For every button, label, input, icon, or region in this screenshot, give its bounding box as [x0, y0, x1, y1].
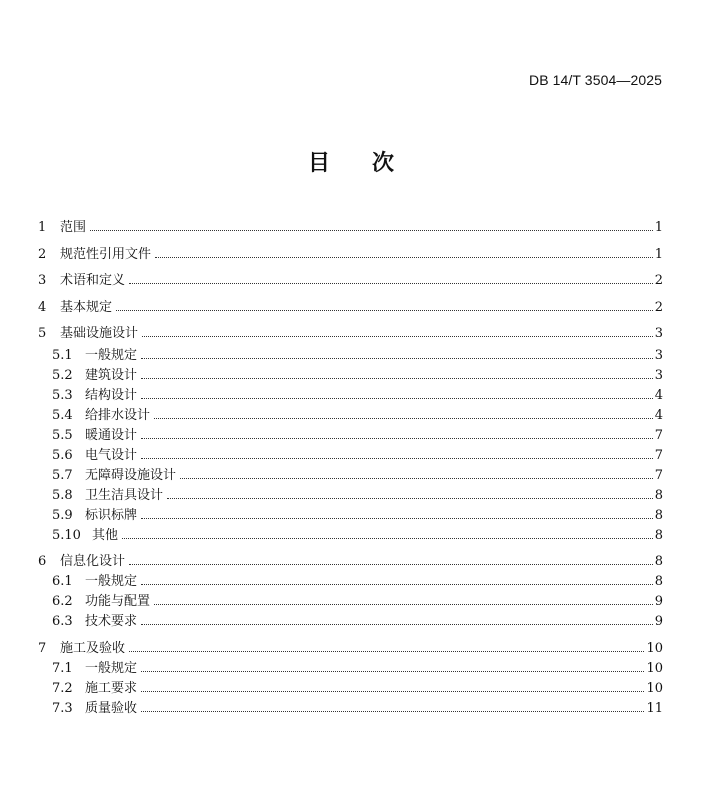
toc-entry-label: 给排水设计 — [85, 408, 151, 423]
toc-entry-label: 无障碍设施设计 — [85, 468, 177, 483]
toc-entry-page: 9 — [654, 594, 663, 609]
toc-entry-label: 规范性引用文件 — [60, 247, 152, 262]
toc-entry-page: 3 — [654, 368, 663, 383]
toc-dot-leader — [180, 467, 653, 479]
toc-entry-number: 6.2 — [52, 594, 73, 609]
toc-entry-page: 10 — [646, 681, 663, 696]
toc-entry-label: 标识标牌 — [85, 508, 138, 523]
toc-entry[interactable] — [52, 407, 663, 424]
toc-entry[interactable] — [52, 700, 663, 717]
toc-dot-leader — [141, 613, 653, 625]
toc-dot-leader — [155, 246, 653, 258]
toc-entry-page: 8 — [654, 574, 663, 589]
toc-entry-label: 施工及验收 — [60, 641, 126, 656]
title-char-left: 目 — [307, 151, 330, 176]
toc-entry[interactable] — [52, 593, 663, 610]
toc-entry-number: 7.2 — [52, 681, 73, 696]
toc-entry-number: 2 — [38, 247, 47, 262]
toc-entry[interactable] — [52, 467, 663, 484]
toc-dot-leader — [141, 507, 653, 519]
toc-entry-page: 9 — [654, 614, 663, 629]
toc-entry-page: 2 — [654, 273, 663, 288]
toc-entry-number: 5.1 — [52, 348, 73, 363]
toc-entry-label: 一般规定 — [85, 574, 138, 589]
toc-entry-label: 质量验收 — [85, 701, 138, 716]
toc-entry[interactable] — [38, 219, 663, 236]
toc-entry-label: 电气设计 — [85, 448, 138, 463]
toc-dot-leader — [141, 660, 644, 672]
toc-entry[interactable] — [52, 680, 663, 697]
toc-entry-number: 5.6 — [52, 448, 73, 463]
toc-dot-leader — [90, 219, 653, 231]
toc-dot-leader — [154, 593, 653, 605]
toc-entry[interactable] — [52, 487, 663, 504]
toc-dot-leader — [141, 427, 653, 439]
toc-entry[interactable] — [52, 347, 663, 364]
toc-entry-label: 基础设施设计 — [60, 326, 139, 341]
toc-entry-label: 施工要求 — [85, 681, 138, 696]
toc-dot-leader — [167, 487, 653, 499]
page-title — [0, 146, 702, 177]
toc-entry-page: 10 — [646, 641, 663, 656]
toc-entry-page: 11 — [646, 701, 663, 716]
title-char-right: 次 — [372, 151, 395, 176]
toc-entry-label: 其他 — [92, 528, 119, 543]
toc-entry[interactable] — [52, 527, 663, 544]
toc-entry-page: 1 — [654, 220, 663, 235]
toc-entry[interactable] — [38, 325, 663, 342]
toc-dot-leader — [122, 527, 653, 539]
toc-dot-leader — [154, 407, 653, 419]
toc-dot-leader — [116, 299, 653, 311]
toc-dot-leader — [129, 272, 653, 284]
toc-dot-leader — [141, 573, 653, 585]
toc-entry-label: 结构设计 — [85, 388, 138, 403]
toc-entry-page: 2 — [654, 300, 663, 315]
toc-entry-label: 基本规定 — [60, 300, 113, 315]
toc-dot-leader — [142, 325, 653, 337]
toc-entry[interactable] — [52, 367, 663, 384]
toc-entry-page: 8 — [654, 488, 663, 503]
toc-entry-label: 一般规定 — [85, 661, 138, 676]
toc-dot-leader — [141, 367, 653, 379]
toc-dot-leader — [141, 347, 653, 359]
toc-entry[interactable] — [38, 246, 663, 263]
toc-entry-number: 5.3 — [52, 388, 73, 403]
toc-entry-number: 5.9 — [52, 508, 73, 523]
toc-dot-leader — [141, 387, 653, 399]
toc-entry-label: 范围 — [60, 220, 87, 235]
toc-entry[interactable] — [52, 660, 663, 677]
toc-entry[interactable] — [38, 640, 663, 657]
toc-dot-leader — [141, 700, 644, 712]
toc-entry[interactable] — [38, 553, 663, 570]
toc-entry-number: 6.3 — [52, 614, 73, 629]
toc-entry-page: 7 — [654, 448, 663, 463]
toc-entry-page: 10 — [646, 661, 663, 676]
toc-entry-number: 3 — [38, 273, 47, 288]
toc-entry-label: 暖通设计 — [85, 428, 138, 443]
toc-entry-page: 4 — [654, 408, 663, 423]
toc-entry-number: 5 — [38, 326, 47, 341]
toc-entry-number: 7.1 — [52, 661, 73, 676]
toc-entry-number: 7.3 — [52, 701, 73, 716]
toc-dot-leader — [141, 447, 653, 459]
toc-entry[interactable] — [38, 299, 663, 316]
document-code: DB 14/T 3504—2025 — [529, 72, 662, 88]
toc-entry-number: 5.2 — [52, 368, 73, 383]
toc-entry[interactable] — [52, 613, 663, 630]
toc-entry-number: 5.10 — [52, 528, 81, 543]
toc-entry-label: 卫生洁具设计 — [85, 488, 164, 503]
toc-entry[interactable] — [52, 427, 663, 444]
toc-entry-label: 建筑设计 — [85, 368, 138, 383]
toc-entry-page: 7 — [654, 428, 663, 443]
toc-entry-page: 8 — [654, 508, 663, 523]
toc-entry-label: 术语和定义 — [60, 273, 126, 288]
toc-entry-page: 8 — [654, 554, 663, 569]
toc-entry[interactable] — [52, 447, 663, 464]
toc-entry-page: 4 — [654, 388, 663, 403]
toc-entry-number: 6.1 — [52, 574, 73, 589]
toc-entry[interactable] — [38, 272, 663, 289]
toc-entry-page: 3 — [654, 348, 663, 363]
toc-dot-leader — [129, 640, 644, 652]
toc-entry-label: 信息化设计 — [60, 554, 126, 569]
toc-entry-number: 6 — [38, 554, 47, 569]
toc-entry-number: 1 — [38, 220, 47, 235]
toc-entry-label: 技术要求 — [85, 614, 138, 629]
toc-entry-number: 7 — [38, 641, 47, 656]
toc-entry-page: 1 — [654, 247, 663, 262]
toc-dot-leader — [141, 680, 644, 692]
toc-entry[interactable] — [52, 573, 663, 590]
toc-entry-number: 5.5 — [52, 428, 73, 443]
toc-entry-number: 5.7 — [52, 468, 73, 483]
toc-entry[interactable] — [52, 507, 663, 524]
toc-entry-page: 7 — [654, 468, 663, 483]
toc-entry-label: 一般规定 — [85, 348, 138, 363]
toc-dot-leader — [129, 553, 653, 565]
toc-entry[interactable] — [52, 387, 663, 404]
toc-entry-page: 8 — [654, 528, 663, 543]
toc-entry-label: 功能与配置 — [85, 594, 151, 609]
toc-entry-page: 3 — [654, 326, 663, 341]
toc-entry-number: 4 — [38, 300, 47, 315]
toc-entry-number: 5.8 — [52, 488, 73, 503]
toc-entry-number: 5.4 — [52, 408, 73, 423]
